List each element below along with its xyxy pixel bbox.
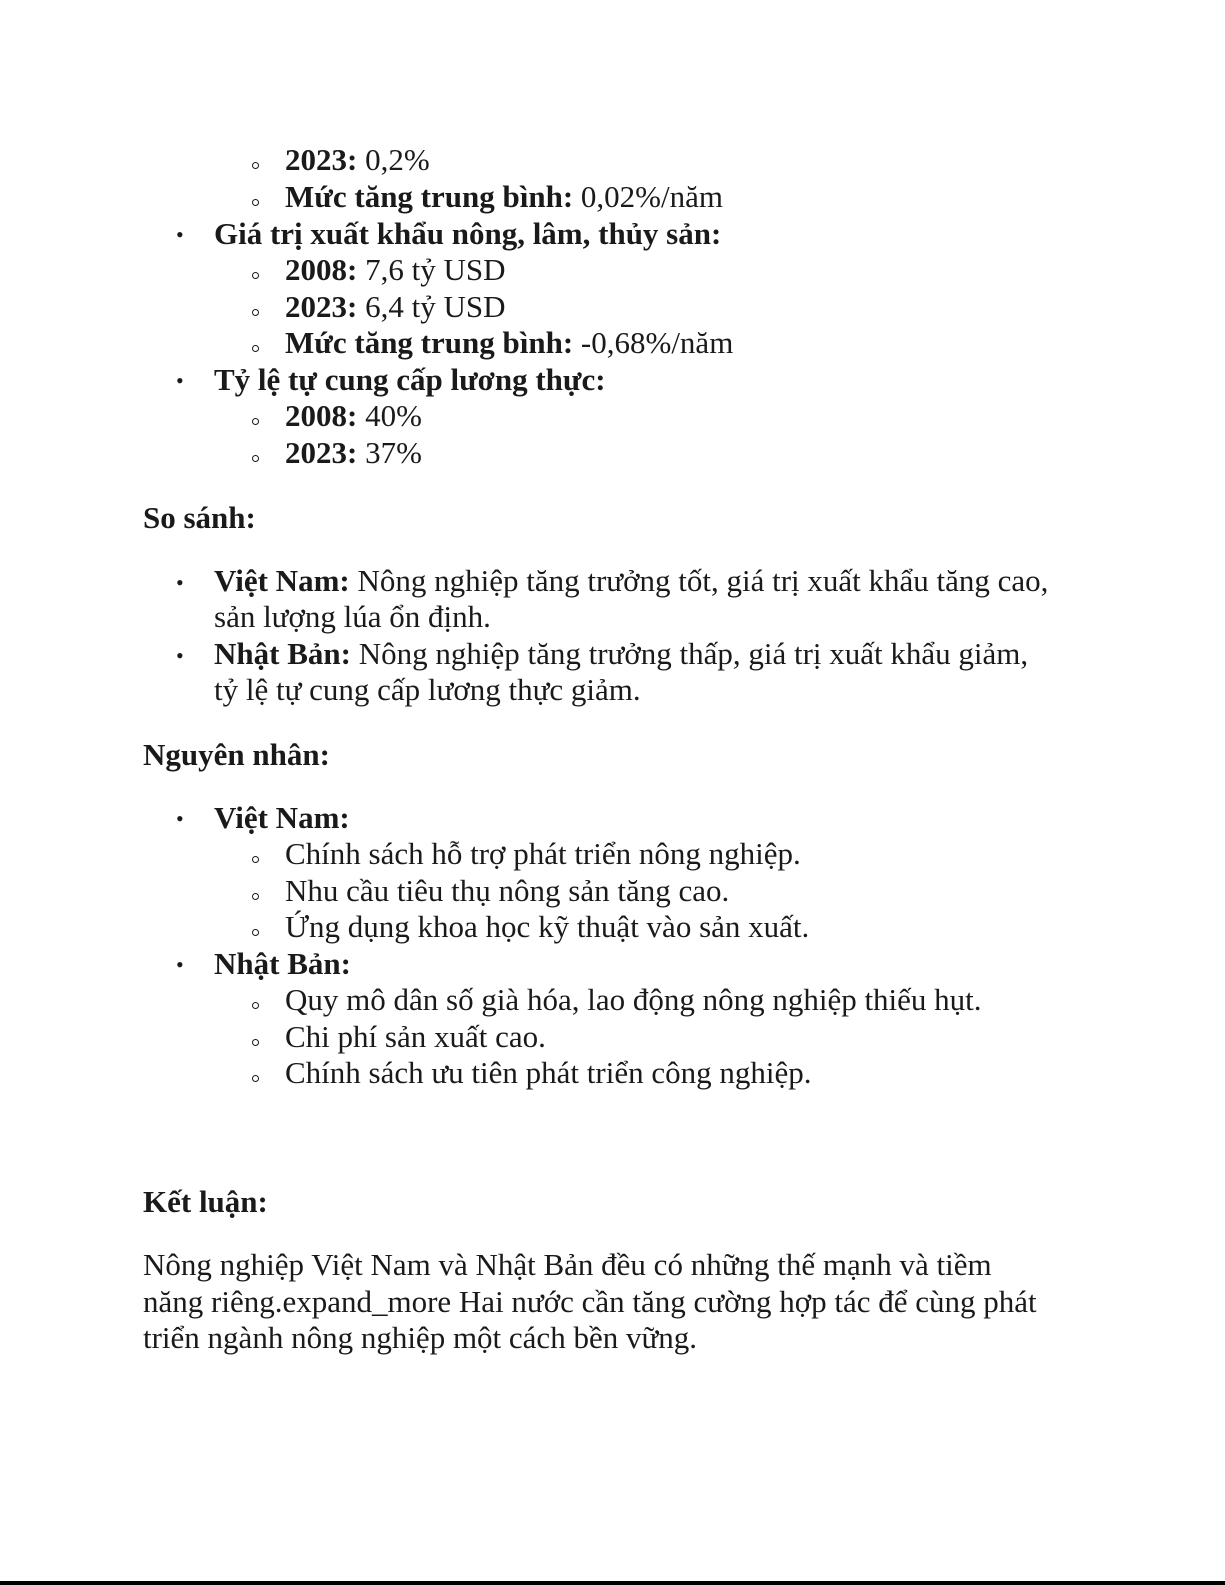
list-item: Chính sách hỗ trợ phát triển nông nghiệp.: [285, 836, 801, 871]
list-item: 2008: 40%: [285, 398, 422, 433]
list-item: 2023: 0,2%: [285, 142, 430, 177]
list-item: Mức tăng trung bình: -0,68%/năm: [285, 325, 734, 360]
list-item: Nhu cầu tiêu thụ nông sản tăng cao.: [285, 873, 730, 908]
circle-bullet-icon: [252, 418, 259, 425]
conclusion-heading: Kết luận:: [143, 1184, 268, 1219]
bullet-dot-icon: •: [176, 222, 184, 247]
circle-bullet-icon: [252, 893, 259, 900]
conclusion-text-line: Nông nghiệp Việt Nam và Nhật Bản đều có những thế mạnh và tiềm: [143, 1247, 992, 1282]
circle-bullet-icon: [252, 1075, 259, 1082]
circle-bullet-icon: [252, 929, 259, 936]
circle-bullet-icon: [252, 1039, 259, 1046]
list-item: Mức tăng trung bình: 0,02%/năm: [285, 179, 723, 214]
circle-bullet-icon: [252, 856, 259, 863]
list-item: Ứng dụng khoa học kỹ thuật vào sản xuất.: [285, 909, 810, 944]
circle-bullet-icon: [252, 1002, 259, 1009]
comparison-heading: So sánh:: [143, 500, 256, 535]
food-self-sufficiency-title: Tỷ lệ tự cung cấp lương thực:: [214, 362, 606, 397]
list-item: 2023: 37%: [285, 435, 422, 470]
list-item: Việt Nam: Nông nghiệp tăng trưởng tốt, giá trị xuất khẩu tăng cao,: [214, 563, 1049, 598]
bullet-dot-icon: •: [176, 368, 184, 393]
list-item: 2023: 6,4 tỷ USD: [285, 289, 506, 324]
causes-vietnam-label: Việt Nam:: [214, 800, 350, 835]
export-value-title: Giá trị xuất khẩu nông, lâm, thủy sản:: [214, 216, 722, 251]
list-item: Nhật Bản: Nông nghiệp tăng trưởng thấp, giá trị xuất khẩu giảm,: [214, 636, 1029, 671]
conclusion-text-line: năng riêng.expand_more Hai nước cần tăng cường hợp tác để cùng phát: [143, 1284, 1037, 1319]
list-item-continuation: tỷ lệ tự cung cấp lương thực giảm.: [214, 672, 641, 707]
list-item: Chi phí sản xuất cao.: [285, 1019, 546, 1054]
circle-bullet-icon: [252, 309, 259, 316]
bullet-dot-icon: •: [176, 952, 184, 977]
causes-japan-label: Nhật Bản:: [214, 946, 351, 981]
list-item: Quy mô dân số già hóa, lao động nông nghiệp thiếu hụt.: [285, 982, 982, 1017]
list-item-continuation: sản lượng lúa ổn định.: [214, 599, 491, 634]
conclusion-text-line: triển ngành nông nghiệp một cách bền vững.: [143, 1320, 698, 1355]
circle-bullet-icon: [252, 272, 259, 279]
circle-bullet-icon: [252, 345, 259, 352]
page-bottom-border: [0, 1581, 1225, 1585]
bullet-dot-icon: •: [176, 570, 184, 595]
bullet-dot-icon: •: [176, 806, 184, 831]
circle-bullet-icon: [252, 162, 259, 169]
list-item: Chính sách ưu tiên phát triển công nghiệp.: [285, 1055, 812, 1090]
circle-bullet-icon: [252, 455, 259, 462]
circle-bullet-icon: [252, 199, 259, 206]
causes-heading: Nguyên nhân:: [143, 737, 330, 772]
list-item: 2008: 7,6 tỷ USD: [285, 252, 506, 287]
bullet-dot-icon: •: [176, 643, 184, 668]
